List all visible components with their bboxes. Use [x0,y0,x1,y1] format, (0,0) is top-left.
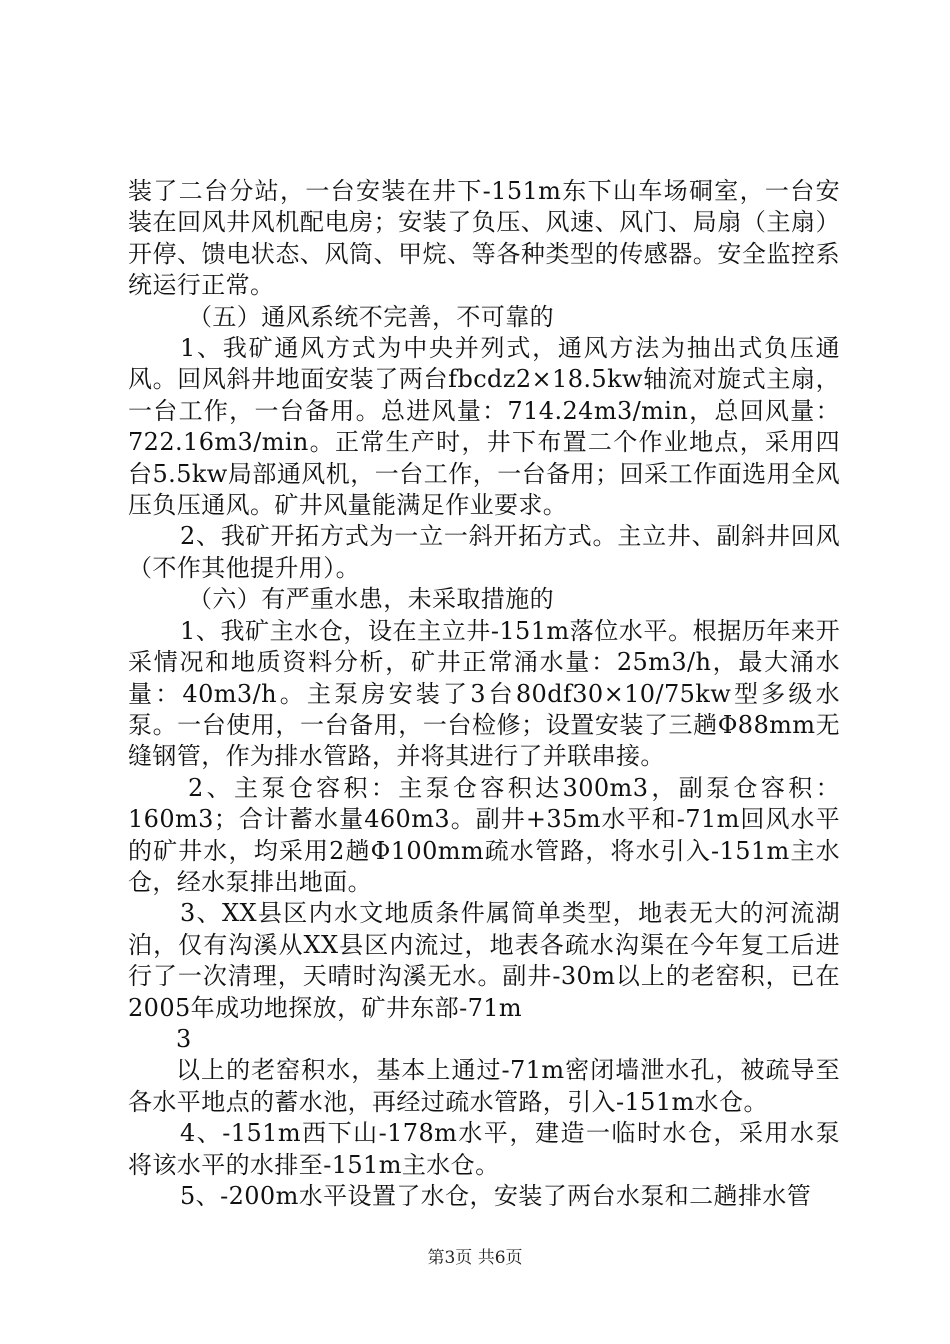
heading-ventilation-system: （五）通风系统不完善，不可靠的 [188,302,554,331]
heading-water-hazard: （六）有严重水患，未采取措施的 [188,585,554,614]
page-footer: 第3页 共6页 [427,1248,523,1268]
paragraph-temporary-sump: 4、-151m西下山-178m水平，建造一临时水仓，采用水泵将该水平的水排至-151m主水仓。 [128,1119,840,1179]
paragraph-200m-level: 5、-200m水平设置了水仓，安装了两台水泵和二趟排水管 [180,1182,812,1210]
document-body [128,176,840,1212]
paragraph-old-goaf-water: 以上的老窑积水，基本上通过-71m密闭墙泄水孔，被疏导至各水平地点的蓄水池，再经过疏水管路，引入-151m水仓。 [128,1056,840,1116]
paragraph-main-sump: 1、我矿主水仓，设在主立井-151m落位水平。根据历年来开采情况和地质资料分析，矿井正常涌水量：25m3/h，最大涌水量：40m3/h。主泵房安装了3台80df30×10/75kw型多级水泵。一台使用，一台备用，一台检修；设置安装了三趟Φ88mm无缝钢管，作为排水管路，并将其进行了并联串接。 [128,616,840,771]
paragraph-development-method: 2、我矿开拓方式为一立一斜开拓方式。主立井、副斜井回风（不作其他提升用）。 [128,522,840,582]
paragraph-monitoring-system: 装了二台分站，一台安装在井下-151m东下山车场硐室，一台安装在回风井风机配电房；安装了负压、风速、风门、局扇（主扇）开停、馈电状态、风筒、甲烷、等各种类型的传感器。安全监控系统运行正常。 [128,177,840,300]
paragraph-hydrogeology: 3、XX县区内水文地质条件属简单类型，地表无大的河流湖泊，仅有沟溪从XX县区内流过，地表各疏水沟渠在今年复工后进行了一次清理，天晴时沟溪无水。副井-30m以上的老窑积，已在2005年成功地探放，矿井东部-71m [128,899,840,1022]
paragraph-pump-capacity: 2、主泵仓容积：主泵仓容积达300m3，副泵仓容积：160m3；合计蓄水量460m3。副井+35m水平和-71m回风水平的矿井水，均采用2趟Φ100mm疏水管路，将水引入-151m主水仓，经水泵排出地面。 [128,773,840,896]
inline-page-number: 3 [176,1024,192,1053]
paragraph-ventilation-method: 1、我矿通风方式为中央并列式，通风方法为抽出式负压通风。回风斜井地面安装了两台fbcdz2×18.5kw轴流对旋式主扇，一台工作，一台备用。总进风量：714.24m3/min，总回风量：722.16m3/min。正常生产时，井下布置二个作业地点，采用四台5.5kw局部通风机，一台工作，一台备用；回采工作面选用全风压负压通风。矿井风量能满足作业要求。 [128,334,840,520]
